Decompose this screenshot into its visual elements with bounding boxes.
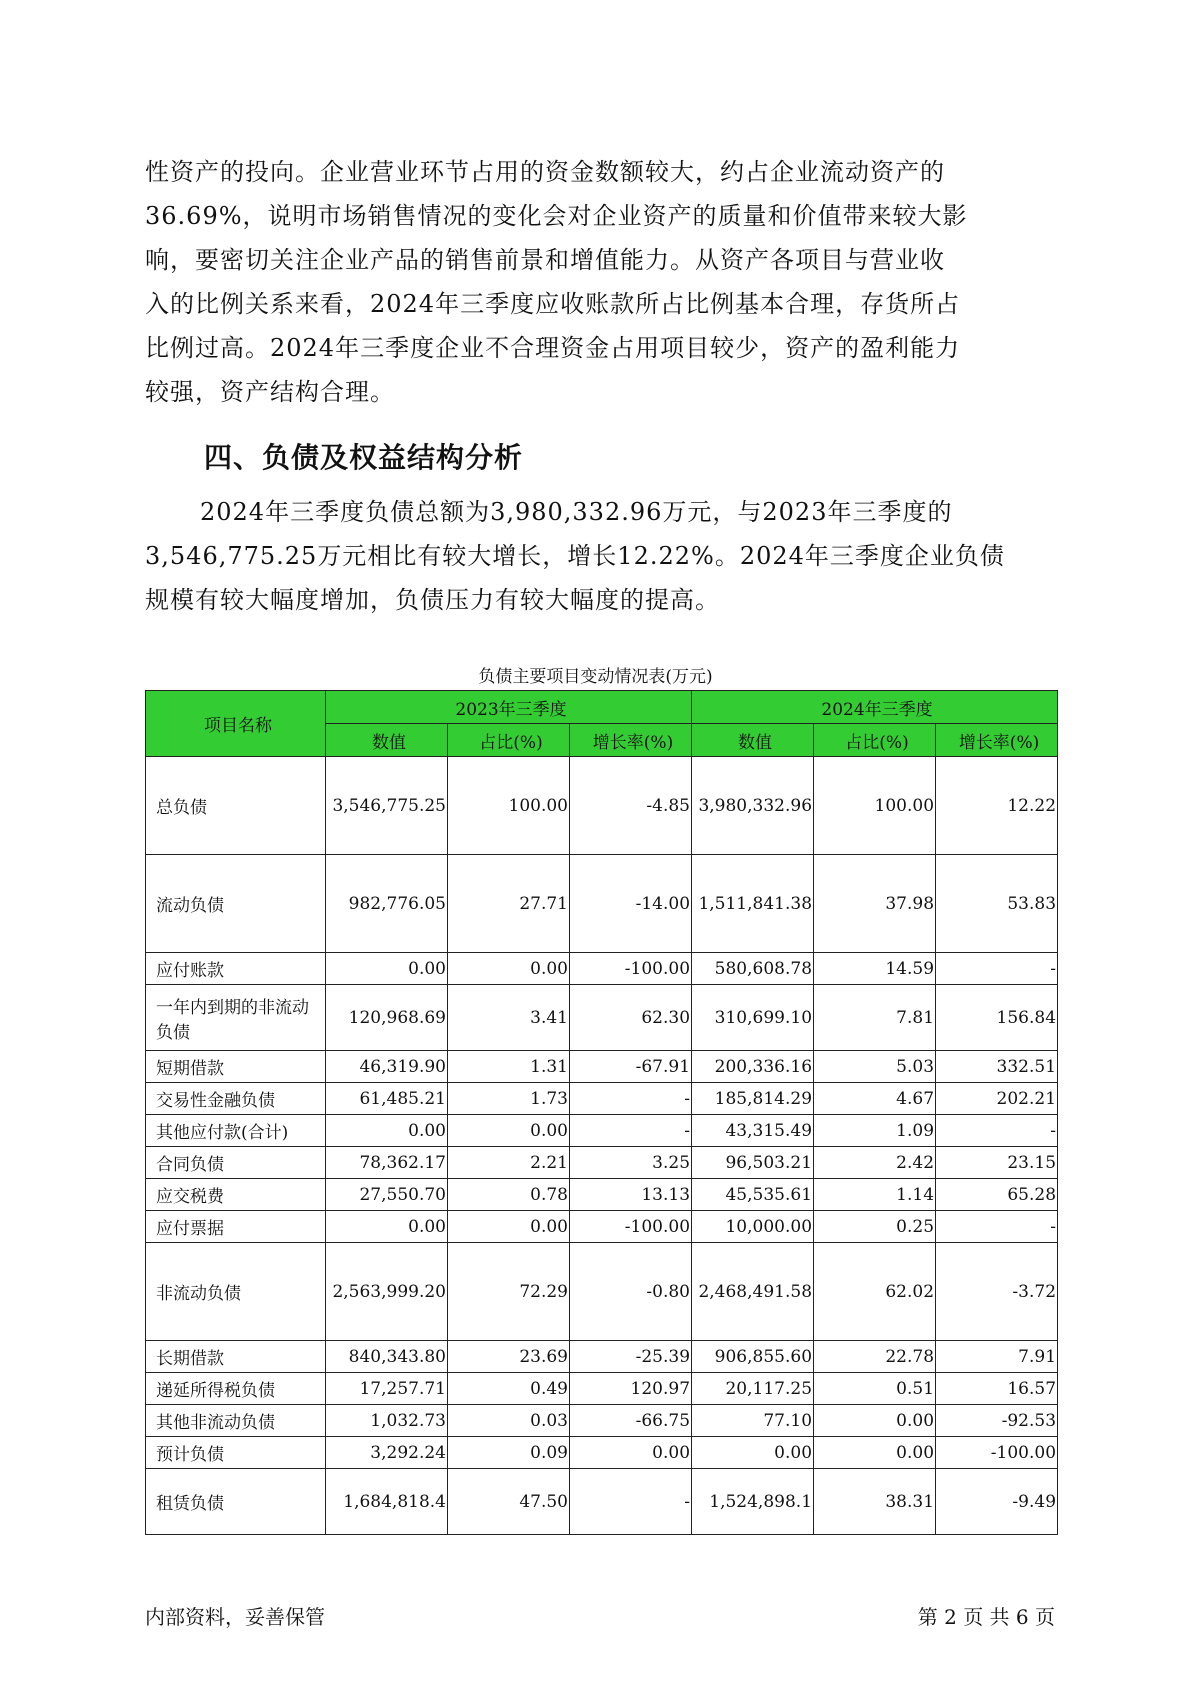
table-row (146, 757, 1058, 855)
row-cell-g2: 16.57 (936, 1373, 1058, 1405)
row-item-name: 应交税费 (146, 1179, 326, 1211)
paragraph-asset-analysis (145, 150, 1055, 414)
row-cell-v2: 1,511,841.38 (692, 855, 814, 953)
row-cell-p2: 22.78 (814, 1341, 936, 1373)
row-item-name: 短期借款 (146, 1051, 326, 1083)
row-cell-v1: 27,550.70 (326, 1179, 448, 1211)
page-number: 第 2 页 共 6 页 (917, 1605, 1055, 1629)
row-cell-p2: 62.02 (814, 1243, 936, 1341)
table-header (146, 691, 1058, 757)
row-cell-g1: -66.75 (570, 1405, 692, 1437)
paragraph-liability-summary (145, 490, 1055, 622)
table-row (146, 1083, 1058, 1115)
row-cell-g1: 3.25 (570, 1147, 692, 1179)
row-cell-v1: 78,362.17 (326, 1147, 448, 1179)
row-cell-v1: 3,292.24 (326, 1437, 448, 1469)
row-item-name: 应付票据 (146, 1211, 326, 1243)
row-cell-g2: -9.49 (936, 1469, 1058, 1535)
row-cell-p1: 0.09 (448, 1437, 570, 1469)
row-cell-p1: 0.78 (448, 1179, 570, 1211)
row-cell-g1: - (570, 1469, 692, 1535)
row-cell-g1: - (570, 1083, 692, 1115)
row-cell-v1: 982,776.05 (326, 855, 448, 953)
row-item-name: 长期借款 (146, 1341, 326, 1373)
table-row (146, 1405, 1058, 1437)
row-cell-g1: -14.00 (570, 855, 692, 953)
header-share: 占比(%) (814, 724, 936, 757)
row-cell-g1: 120.97 (570, 1373, 692, 1405)
row-cell-g1: 62.30 (570, 985, 692, 1051)
row-cell-g2: 7.91 (936, 1341, 1058, 1373)
text-line: 规模有较大幅度增加，负债压力有较大幅度的提高。 (145, 586, 720, 614)
header-value: 数值 (326, 724, 448, 757)
text-line: 较强，资产结构合理。 (145, 378, 395, 406)
row-item-name: 租赁负债 (146, 1469, 326, 1535)
table-row (146, 1373, 1058, 1405)
row-cell-g1: -4.85 (570, 757, 692, 855)
header-item-name: 项目名称 (146, 691, 326, 757)
header-value: 数值 (692, 724, 814, 757)
row-cell-p2: 0.25 (814, 1211, 936, 1243)
row-cell-p2: 2.42 (814, 1147, 936, 1179)
row-cell-v2: 0.00 (692, 1437, 814, 1469)
row-item-name: 总负债 (146, 757, 326, 855)
row-item-name: 合同负债 (146, 1147, 326, 1179)
row-cell-p2: 4.67 (814, 1083, 936, 1115)
row-cell-v1: 0.00 (326, 953, 448, 985)
row-cell-v2: 185,814.29 (692, 1083, 814, 1115)
row-cell-v1: 0.00 (326, 1211, 448, 1243)
row-cell-p1: 0.00 (448, 1115, 570, 1147)
row-cell-p1: 27.71 (448, 855, 570, 953)
row-cell-p2: 0.00 (814, 1405, 936, 1437)
table-row (146, 1437, 1058, 1469)
table-row (146, 855, 1058, 953)
row-cell-g2: -3.72 (936, 1243, 1058, 1341)
row-cell-g1: -100.00 (570, 953, 692, 985)
row-cell-v1: 1,684,818.4 (326, 1469, 448, 1535)
row-cell-p2: 38.31 (814, 1469, 936, 1535)
row-cell-g1: - (570, 1115, 692, 1147)
row-cell-g1: -25.39 (570, 1341, 692, 1373)
row-cell-p2: 7.81 (814, 985, 936, 1051)
row-cell-g2: 202.21 (936, 1083, 1058, 1115)
row-item-name: 预计负债 (146, 1437, 326, 1469)
row-cell-g2: -100.00 (936, 1437, 1058, 1469)
row-cell-v2: 77.10 (692, 1405, 814, 1437)
row-cell-v1: 3,546,775.25 (326, 757, 448, 855)
row-cell-g2: 12.22 (936, 757, 1058, 855)
table-row (146, 1211, 1058, 1243)
row-cell-p2: 5.03 (814, 1051, 936, 1083)
row-cell-p2: 0.51 (814, 1373, 936, 1405)
footer-note: 内部资料，妥善保管 (145, 1605, 325, 1629)
row-cell-p2: 1.14 (814, 1179, 936, 1211)
row-cell-v2: 1,524,898.1 (692, 1469, 814, 1535)
row-cell-v1: 61,485.21 (326, 1083, 448, 1115)
row-cell-v1: 46,319.90 (326, 1051, 448, 1083)
row-cell-g1: -100.00 (570, 1211, 692, 1243)
table-row (146, 1243, 1058, 1341)
text-line: 响，要密切关注企业产品的销售前景和增值能力。从资产各项目与营业收 (145, 246, 945, 274)
row-cell-g1: -67.91 (570, 1051, 692, 1083)
row-cell-v1: 0.00 (326, 1115, 448, 1147)
row-cell-p2: 1.09 (814, 1115, 936, 1147)
row-cell-p1: 2.21 (448, 1147, 570, 1179)
table-row (146, 1051, 1058, 1083)
table-row (146, 1179, 1058, 1211)
row-item-name: 递延所得税负债 (146, 1373, 326, 1405)
row-cell-v2: 96,503.21 (692, 1147, 814, 1179)
row-cell-v2: 10,000.00 (692, 1211, 814, 1243)
liability-table (145, 690, 1058, 1535)
table-row (146, 1147, 1058, 1179)
row-cell-p1: 0.03 (448, 1405, 570, 1437)
row-cell-g2: 23.15 (936, 1147, 1058, 1179)
row-cell-g2: 65.28 (936, 1179, 1058, 1211)
row-item-name: 流动负债 (146, 855, 326, 953)
row-cell-p1: 3.41 (448, 985, 570, 1051)
row-item-name: 交易性金融负债 (146, 1083, 326, 1115)
header-period-2023: 2023年三季度 (326, 691, 692, 724)
row-cell-p1: 1.73 (448, 1083, 570, 1115)
row-item-name: 一年内到期的非流动负债 (146, 985, 326, 1051)
row-cell-g2: 156.84 (936, 985, 1058, 1051)
row-cell-v1: 1,032.73 (326, 1405, 448, 1437)
text-line: 性资产的投向。企业营业环节占用的资金数额较大，约占企业流动资产的 (145, 158, 945, 186)
row-cell-p1: 23.69 (448, 1341, 570, 1373)
table-row (146, 1341, 1058, 1373)
row-cell-g2: - (936, 953, 1058, 985)
text-line: 3,546,775.25万元相比有较大增长，增长12.22%。2024年三季度企业负债 (145, 542, 1005, 570)
row-cell-g2: - (936, 1211, 1058, 1243)
row-cell-p2: 100.00 (814, 757, 936, 855)
header-share: 占比(%) (448, 724, 570, 757)
table-title: 负债主要项目变动情况表(万元) (478, 667, 713, 687)
row-cell-v1: 120,968.69 (326, 985, 448, 1051)
row-cell-v2: 43,315.49 (692, 1115, 814, 1147)
row-cell-v2: 200,336.16 (692, 1051, 814, 1083)
row-cell-v1: 17,257.71 (326, 1373, 448, 1405)
table-row (146, 953, 1058, 985)
row-cell-p1: 47.50 (448, 1469, 570, 1535)
row-cell-g1: 13.13 (570, 1179, 692, 1211)
row-cell-v2: 3,980,332.96 (692, 757, 814, 855)
row-item-name: 其他非流动负债 (146, 1405, 326, 1437)
row-cell-p1: 0.49 (448, 1373, 570, 1405)
row-cell-v2: 310,699.10 (692, 985, 814, 1051)
table-row (146, 1469, 1058, 1535)
row-cell-v2: 2,468,491.58 (692, 1243, 814, 1341)
row-cell-p1: 0.00 (448, 953, 570, 985)
row-cell-p1: 100.00 (448, 757, 570, 855)
row-cell-v1: 840,343.80 (326, 1341, 448, 1373)
header-period-2024: 2024年三季度 (692, 691, 1058, 724)
row-cell-v1: 2,563,999.20 (326, 1243, 448, 1341)
table-row (146, 985, 1058, 1051)
table-body (146, 757, 1058, 1535)
row-cell-g2: 53.83 (936, 855, 1058, 953)
row-cell-g1: 0.00 (570, 1437, 692, 1469)
text-line: 入的比例关系来看，2024年三季度应收账款所占比例基本合理，存货所占 (145, 290, 961, 318)
row-cell-g1: -0.80 (570, 1243, 692, 1341)
header-growth: 增长率(%) (570, 724, 692, 757)
row-cell-p1: 1.31 (448, 1051, 570, 1083)
row-cell-g2: -92.53 (936, 1405, 1058, 1437)
row-cell-v2: 20,117.25 (692, 1373, 814, 1405)
row-cell-p2: 14.59 (814, 953, 936, 985)
row-cell-v2: 906,855.60 (692, 1341, 814, 1373)
table-row (146, 1115, 1058, 1147)
text-line: 2024年三季度负债总额为3,980,332.96万元，与2023年三季度的 (200, 498, 953, 526)
row-cell-p1: 72.29 (448, 1243, 570, 1341)
row-cell-p2: 37.98 (814, 855, 936, 953)
row-item-name: 应付账款 (146, 953, 326, 985)
row-cell-p2: 0.00 (814, 1437, 936, 1469)
text-line: 36.69%，说明市场销售情况的变化会对企业资产的质量和价值带来较大影 (145, 202, 968, 230)
row-cell-v2: 45,535.61 (692, 1179, 814, 1211)
section-heading: 四、负债及权益结构分析 (204, 441, 524, 474)
row-cell-g2: - (936, 1115, 1058, 1147)
row-item-name: 非流动负债 (146, 1243, 326, 1341)
row-cell-v2: 580,608.78 (692, 953, 814, 985)
row-cell-p1: 0.00 (448, 1211, 570, 1243)
text-line: 比例过高。2024年三季度企业不合理资金占用项目较少，资产的盈利能力 (145, 334, 961, 362)
header-growth: 增长率(%) (936, 724, 1058, 757)
row-cell-g2: 332.51 (936, 1051, 1058, 1083)
row-item-name: 其他应付款(合计) (146, 1115, 326, 1147)
